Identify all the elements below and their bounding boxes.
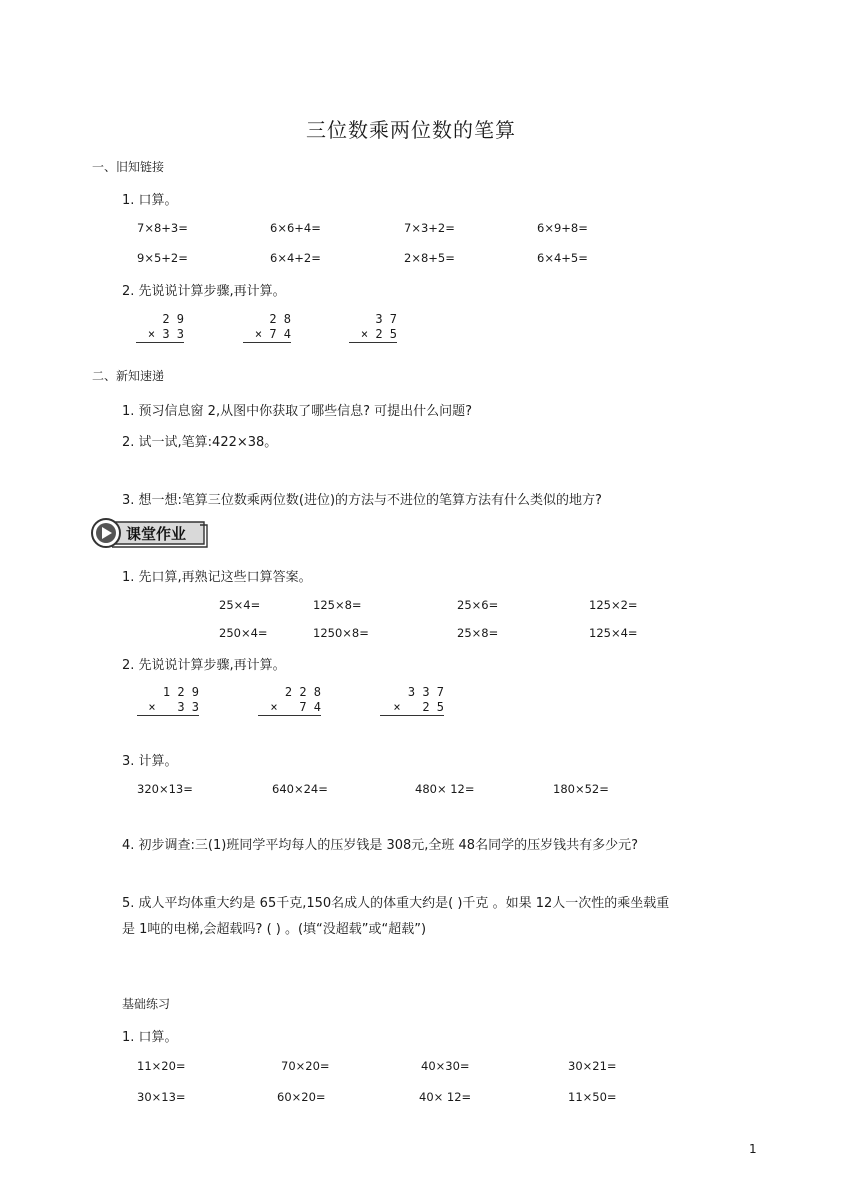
expression: 9×5+2=: [137, 251, 188, 265]
page-number: 1: [749, 1142, 757, 1156]
expression: 250×4=: [219, 626, 268, 640]
vertical-multiplication: [380, 685, 444, 716]
expression: 2×8+5=: [404, 251, 455, 265]
section-heading-basic: 基础练习: [122, 997, 171, 1011]
multiplier: × 7 4: [243, 327, 291, 343]
multiplier: × 3 3: [137, 700, 199, 716]
expression: 25×8=: [457, 626, 499, 640]
expression: 60×20=: [277, 1090, 326, 1104]
expression: 40× 12=: [419, 1090, 472, 1104]
multiplier: × 7 4: [258, 700, 321, 716]
question-survey: 4. 初步调查:三(1)班同学平均每人的压岁钱是 308元,全班 48名同学的压岁钱共有多少元?: [122, 838, 638, 853]
multiplicand: 2 2 8: [284, 685, 321, 699]
expression: 125×2=: [589, 598, 638, 612]
expression: 180×52=: [553, 782, 609, 796]
expression: 11×20=: [137, 1059, 186, 1073]
multiplicand: 1 2 9: [162, 685, 199, 699]
expression: 11×50=: [568, 1090, 617, 1104]
multiplier: × 2 5: [380, 700, 444, 716]
expression: 1250×8=: [313, 626, 369, 640]
expression: 320×13=: [137, 782, 193, 796]
multiplicand: 2 8: [269, 312, 291, 326]
expression: 30×13=: [137, 1090, 186, 1104]
question-preview: 1. 预习信息窗 2,从图中你获取了哪些信息? 可提出什么问题?: [122, 404, 473, 419]
expression: 480× 12=: [415, 782, 475, 796]
badge-label: 课堂作业: [126, 525, 187, 543]
question-think: 3. 想一想:笔算三位数乘两位数(进位)的方法与不进位的笔算方法有什么类似的地方?: [122, 493, 602, 508]
question-elevator-line2: 是 1吨的电梯,会超载吗? ( ) 。(填“没超载”或“超载”): [122, 922, 427, 937]
question-mental-math-label: 1. 口算。: [122, 193, 178, 208]
multiplicand: 3 3 7: [407, 685, 444, 699]
expression: 6×9+8=: [537, 221, 588, 235]
question-steps-label: 2. 先说说计算步骤,再计算。: [122, 658, 286, 673]
expression: 40×30=: [421, 1059, 470, 1073]
expression: 125×4=: [589, 626, 638, 640]
multiplier: × 3 3: [136, 327, 184, 343]
question-try: 2. 试一试,笔算:422×38。: [122, 435, 278, 450]
vertical-multiplication: [258, 685, 321, 716]
question-mental-math-memorize: 1. 先口算,再熟记这些口算答案。: [122, 570, 312, 585]
vertical-multiplication: [136, 312, 184, 343]
question-elevator-line1: 5. 成人平均体重大约是 65千克,150名成人的体重大约是( )千克 。如果 12人一次性的乘坐载重: [122, 896, 670, 911]
expression: 6×4+2=: [270, 251, 321, 265]
multiplicand: 2 9: [162, 312, 184, 326]
vertical-multiplication: [137, 685, 199, 716]
question-mental-math-label: 1. 口算。: [122, 1030, 178, 1045]
expression: 30×21=: [568, 1059, 617, 1073]
classwork-badge: [90, 517, 208, 549]
page-title: 三位数乘两位数的笔算: [306, 118, 516, 142]
question-calculate-label: 3. 计算。: [122, 754, 178, 769]
expression: 640×24=: [272, 782, 328, 796]
multiplicand: 3 7: [375, 312, 397, 326]
expression: 25×4=: [219, 598, 261, 612]
question-steps-label: 2. 先说说计算步骤,再计算。: [122, 284, 286, 299]
section-heading-review: 一、旧知链接: [92, 160, 165, 174]
vertical-multiplication: [349, 312, 397, 343]
expression: 6×6+4=: [270, 221, 321, 235]
multiplier: × 2 5: [349, 327, 397, 343]
expression: 125×8=: [313, 598, 362, 612]
expression: 6×4+5=: [537, 251, 588, 265]
expression: 25×6=: [457, 598, 499, 612]
section-heading-new: 二、新知速递: [92, 369, 165, 383]
expression: 7×8+3=: [137, 221, 188, 235]
expression: 70×20=: [281, 1059, 330, 1073]
vertical-multiplication: [243, 312, 291, 343]
expression: 7×3+2=: [404, 221, 455, 235]
